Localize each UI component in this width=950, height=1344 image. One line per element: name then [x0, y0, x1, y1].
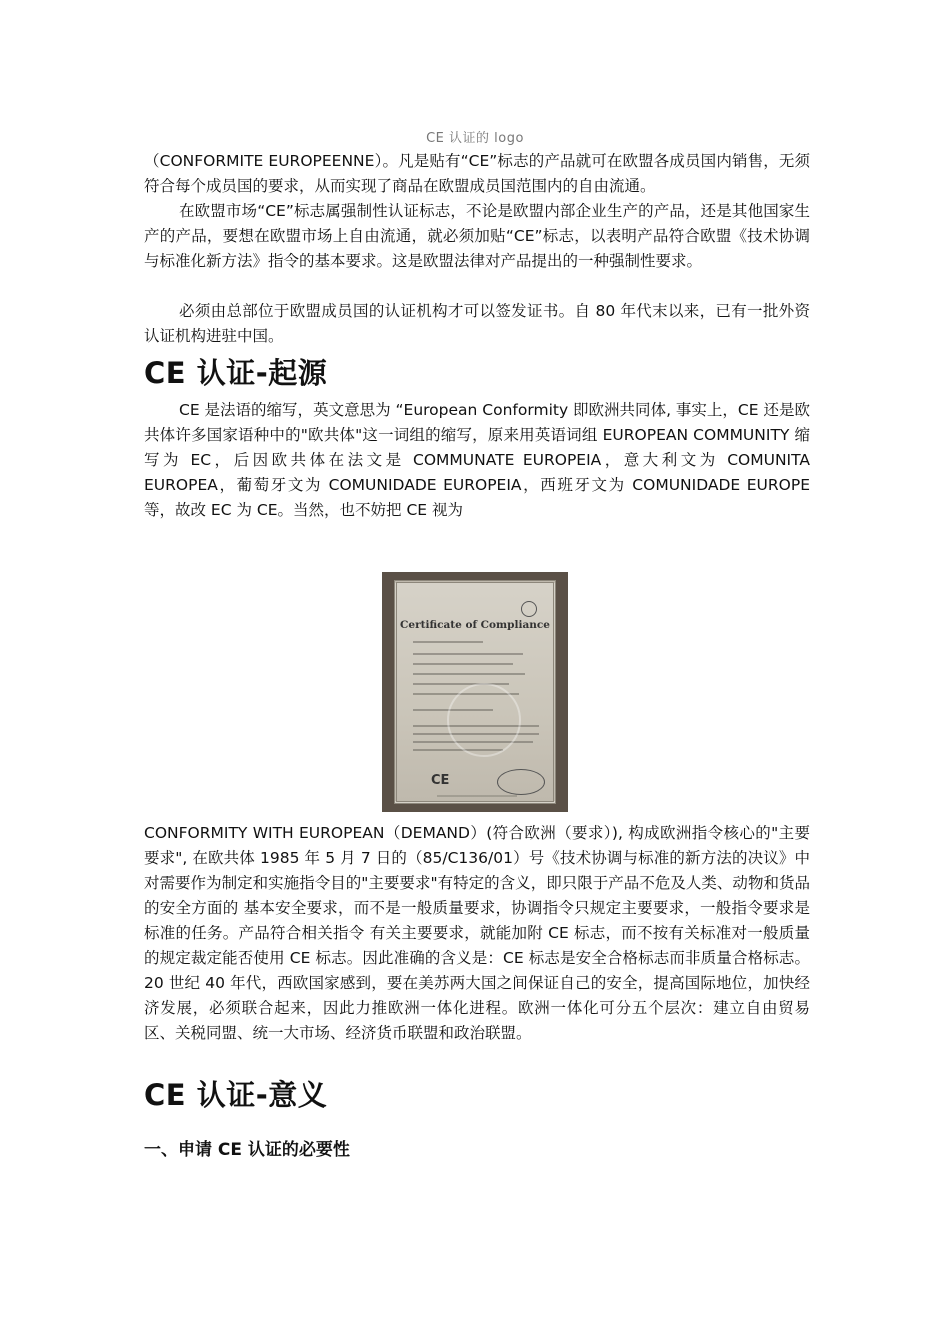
paragraph-conformite: （CONFORMITE EUROPEENNE）。凡是贴有“CE”标志的产品就可在欧盟各成员国内销售，无须符合每个成员国的要求，从而实现了商品在欧盟成员国范围内的自由流通。 — [144, 152, 810, 195]
certificate-watermark-icon — [447, 683, 521, 757]
certificate-paper — [394, 580, 556, 804]
certificate-logo-icon — [521, 601, 537, 617]
certificate-image — [382, 572, 568, 812]
logo-caption: CE 认证的 logo — [426, 131, 524, 146]
certificate-text-line — [413, 641, 483, 643]
certificate-seal-icon — [497, 769, 545, 795]
paragraph-origin: CE 是法语的缩写，英文意思为 “European Conformity 即欧洲共同体, 事实上，CE 还是欧共体许多国家语种中的"欧共体"这一词组的缩写，原来用英语词组 EUROPEAN COMMUNITY 缩写为 EC，后因欧共体在法文是 COMMUNATE EUROPEIA，意大利文为 COMUNITA EUROPEA，葡萄牙文为 COMUNIDADE EUROPEIA，西班牙文为 COMUNIDADE EUROPE 等，故改 EC 为 CE。当然，也不妨把 CE 视为 — [144, 401, 810, 519]
paragraph-mandatory-mark: 在欧盟市场“CE”标志属强制性认证标志，不论是欧盟内部企业生产的产品，还是其他国家生产的产品，要想在欧盟市场上自由流通，就必须加贴“CE”标志，以表明产品符合欧盟《技术协调与标准化新方法》指令的基本要求。这是欧盟法律对产品提出的一种强制性要求。 — [144, 202, 810, 270]
certificate-ce-mark: CE — [431, 773, 450, 788]
heading-significance: CE 认证-意义 — [144, 1078, 328, 1112]
certificate-footer-line — [437, 795, 517, 797]
certificate-text-line — [413, 663, 513, 665]
certificate-text-line — [413, 673, 525, 675]
heading-origin: CE 认证-起源 — [144, 356, 328, 390]
certificate-text-line — [413, 653, 523, 655]
subheading-necessity: 一、申请 CE 认证的必要性 — [144, 1140, 350, 1160]
certificate-title: Certificate of Compliance — [400, 619, 550, 631]
paragraph-meaning-definition: CONFORMITY WITH EUROPEAN（DEMAND）(符合欧洲（要求）), 构成欧洲指令核心的"主要要求", 在欧共体 1985 年 5 月 7 日的（85/C136/01）号《技术协调与标准的新方法的决议》中对需要作为制定和实施指令目的"主要要求"有特定的含义，即只限于产品不危及人类、动物和货品的安全方面的 基本安全要求，而不是一般质量要求，协调指令只规定主要要求，一般指令要求是标准的任务。产品符合相关指令 有关主要要求，就能加附 CE 标志，而不按有关标准对一般质量的规定裁定能否使用 CE 标志。因此准确的含义是：CE 标志是安全合格标志而非质量合格标志。20 世纪 40 年代，西欧国家感到，要在美苏两大国之间保证自己的安全，提高国际地位，加快经济发展，必须联合起来，因此力推欧洲一体化进程。欧洲一体化可分五个层次：建立自由贸易区、关税同盟、统一大市场、经济货币联盟和政治联盟。 — [144, 824, 810, 1042]
paragraph-certification-bodies: 必须由总部位于欧盟成员国的认证机构才可以签发证书。自 80 年代末以来，已有一批外资认证机构进驻中国。 — [144, 302, 810, 345]
